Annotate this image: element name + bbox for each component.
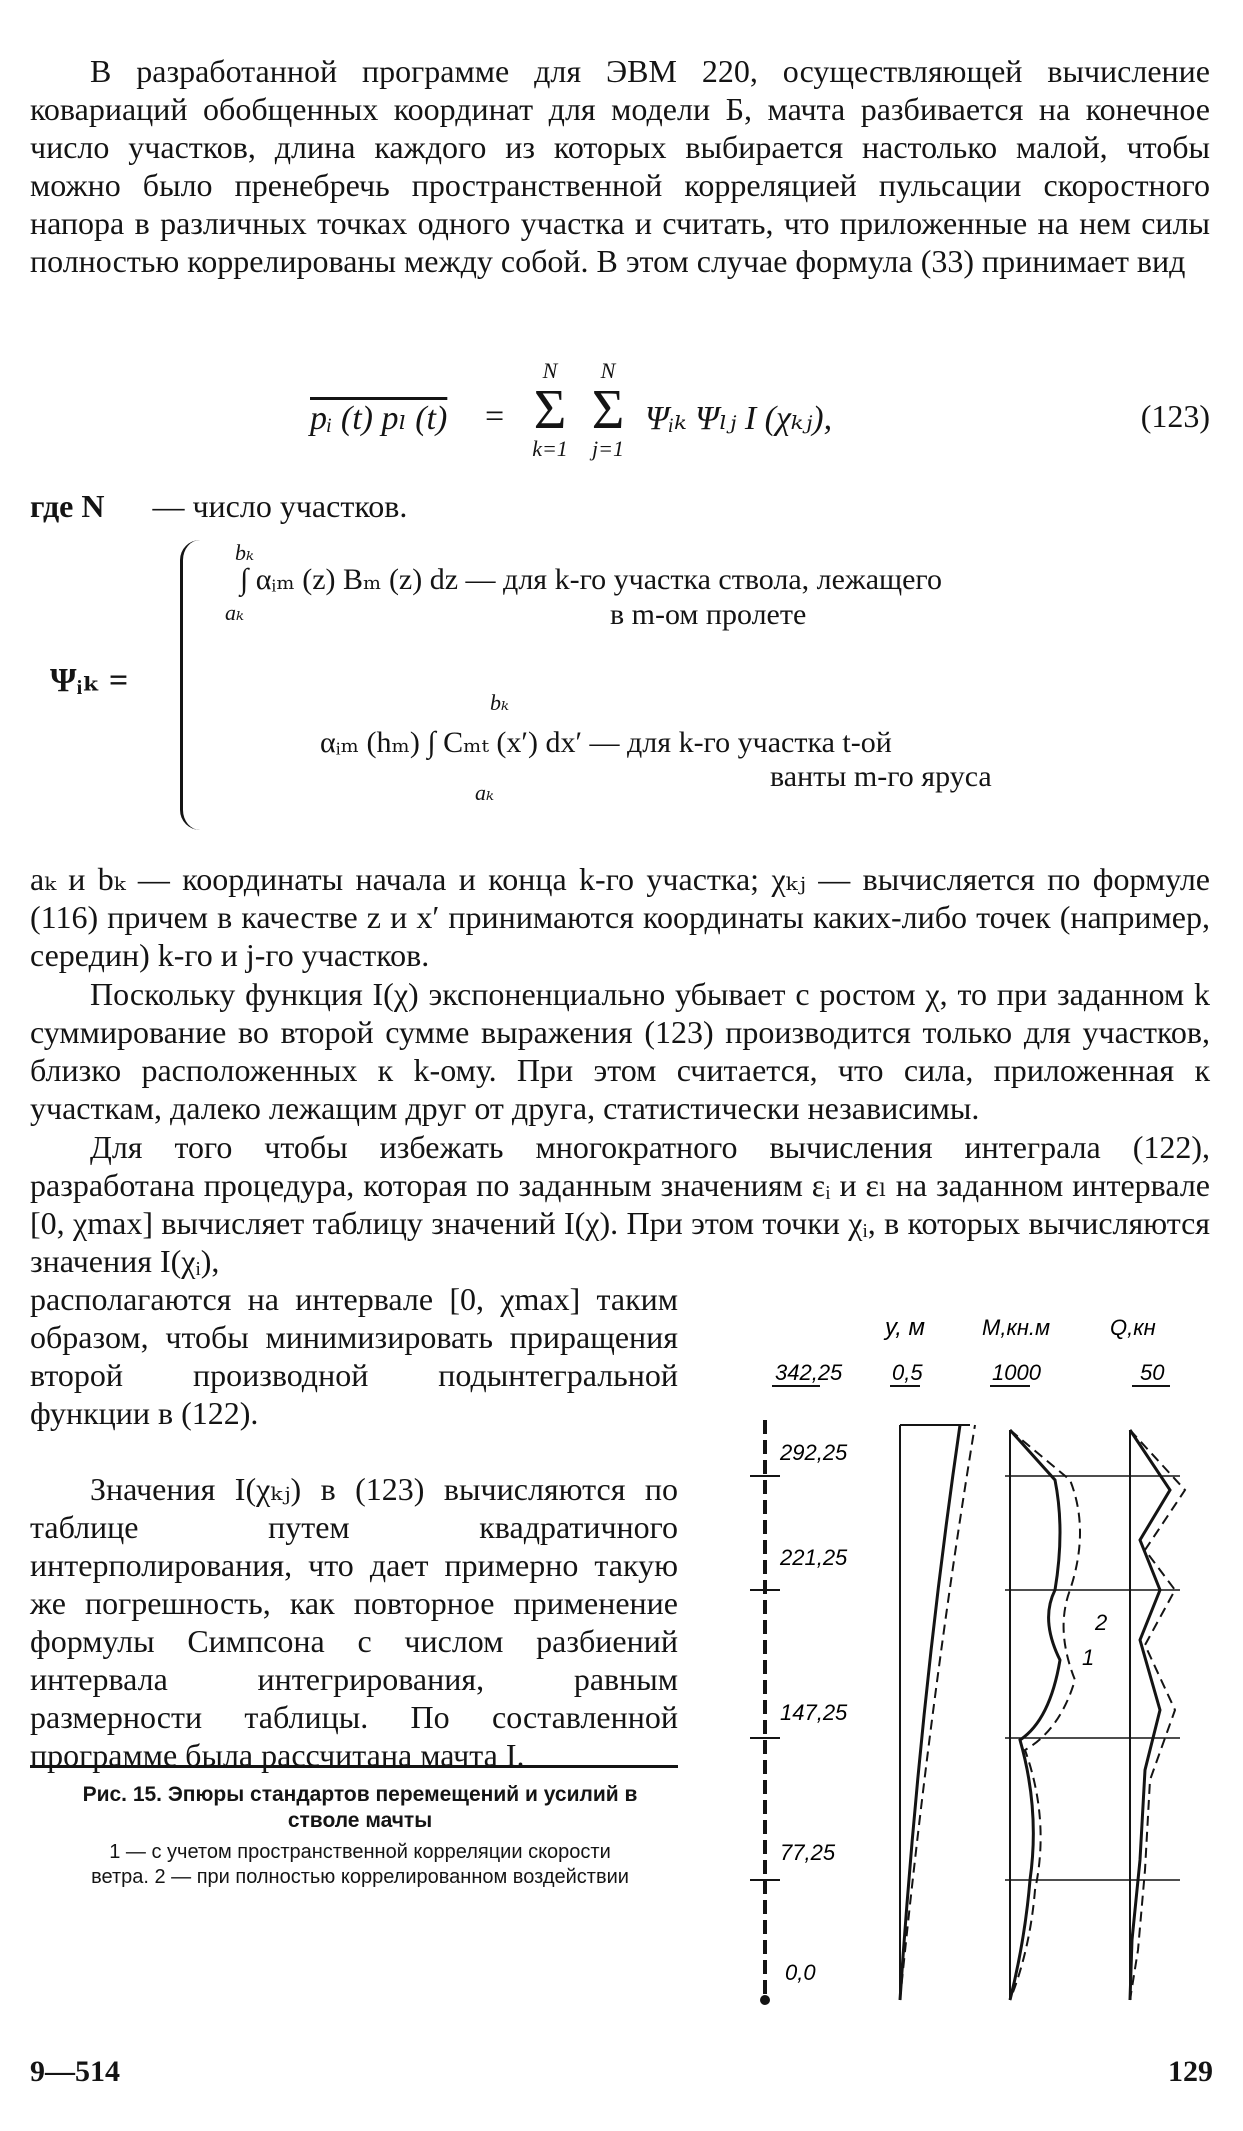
scale-y: 0,5 xyxy=(892,1360,923,1385)
figure-caption-body: 1 — с учетом пространственной корреляции скорости ветра. 2 — при полностью коррелированном воздействии xyxy=(91,1841,629,1888)
y-curve-2 xyxy=(900,1425,975,2000)
formula-123 xyxy=(310,360,1210,470)
case1-lower-limit: aₖ xyxy=(225,600,245,625)
m-curve-1 xyxy=(1010,1430,1060,2000)
level-0: 0,0 xyxy=(785,1960,816,1985)
where-clause xyxy=(30,488,407,525)
footer-signature: 9—514 xyxy=(30,2055,120,2088)
paragraph-intro: В разработанной программе для ЭВМ 220, осуществляющей вычисление ковариаций обобщенных координат для модели Б, мачта разбивается на конечное число участков, длина каждого из которых выбирается настолько малой, чтобы можно было пренебречь пространственной корреляцией пульсации скоростного напора в различных точках одного участка и считать, что приложенные на нем силы полностью коррелированы между собой. В этом случае формула (33) принимает вид xyxy=(30,53,1210,279)
sum-j: N Σ j=1 xyxy=(591,358,625,461)
q-curve-1 xyxy=(1130,1430,1170,2000)
level-292: 292,25 xyxy=(780,1440,848,1465)
paragraph-function-decay: Поскольку функция I(χ) экспоненциально убывает с ростом χ, то при заданном k суммирование во второй сумме выражения (123) производится только для участков, близко расположенных к k-ому. При этом считается, что сила, приложенная к участкам, далеко лежащим друг от друга, статистически независимы. xyxy=(30,976,1210,1126)
case2-lower-limit: aₖ xyxy=(475,780,495,805)
caption-rule xyxy=(30,1765,678,1768)
where-label: где N xyxy=(30,488,105,524)
level-221: 221,25 xyxy=(780,1545,848,1570)
scale-m: 1000 xyxy=(992,1360,1041,1385)
level-147: 147,25 xyxy=(780,1700,848,1725)
formula-lhs: pᵢ (t) pₗ (t) xyxy=(310,400,448,437)
m-curve-2 xyxy=(1010,1430,1080,2000)
case1-continuation: в m-ом пролете xyxy=(610,598,807,631)
paragraph-procedure-cont: располагаются на интервале [0, χmax] таким образом, чтобы минимизировать приращения второй производной подынтегральной функции в (122). xyxy=(30,1281,678,1431)
formula-equals: = xyxy=(485,398,505,435)
equation-number: (123) xyxy=(1140,398,1210,434)
curve-label-2: 2 xyxy=(1095,1610,1108,1635)
col-header-q: Q,кн xyxy=(1110,1315,1156,1340)
paragraph-interpolation: Значения I(χₖⱼ) в (123) вычисляются по таблице путем квадратичного интерполирования, что дает примерно такую же погрешность, как повторное применение формулы Симпсона с числом разбиений интервала интегрирования, равным размерности таблицы. По составленной программе была рассчитана мачта I. xyxy=(30,1471,678,1773)
case2-continuation: ванты m-го яруса xyxy=(770,760,992,793)
col-header-m: M,кн.м xyxy=(982,1315,1051,1340)
page-number: 129 xyxy=(1168,2055,1213,2088)
case1-expression: ∫ αᵢₘ (z) Bₘ (z) dz — для k-го участка ствола, лежащего xyxy=(240,563,942,596)
case2-upper-limit: bₖ xyxy=(490,690,510,715)
sum-k: N Σ k=1 xyxy=(532,358,568,461)
curve-label-1: 1 xyxy=(1082,1645,1095,1670)
case1-upper-limit: bₖ xyxy=(235,540,255,565)
level-77: 77,25 xyxy=(780,1840,836,1865)
guy-markers xyxy=(750,1476,780,1880)
psi-lhs: Ψᵢₖ = xyxy=(50,662,129,699)
paragraph-coordinates: aₖ и bₖ — координаты начала и конца k-го участка; χₖⱼ — вычисляется по формуле (116) причем в качестве z и x′ принимаются координаты каких-либо точек (например, середин) k-го и j-го участков. xyxy=(30,861,1210,973)
psi-definition xyxy=(30,540,1210,840)
piecewise-brace xyxy=(180,540,213,830)
paragraph-procedure: Для того чтобы избежать многократного вычисления интеграла (122), разработана процедура, которая по заданным значениям εᵢ и εₗ на заданном интервале [0, χmax] вычисляет таблицу значений I(χ). При этом точки χᵢ, в которых вычисляются значения I(χᵢ), xyxy=(30,1129,1210,1279)
formula-rhs: Ψᵢₖ Ψₗⱼ I (χₖⱼ), xyxy=(645,400,833,437)
col-header-y: y, м xyxy=(885,1314,926,1341)
mast-base xyxy=(760,1995,770,2005)
level-342: 342,25 xyxy=(775,1360,843,1385)
case2-expression: αᵢₘ (hₘ) ∫ Cₘₜ (x′) dx′ — для k-го участка t-ой xyxy=(320,726,892,759)
scale-q: 50 xyxy=(1140,1360,1165,1385)
figure-caption-title: Рис. 15. Эпюры стандартов перемещений и усилий в стволе мачты xyxy=(82,1783,638,1832)
where-text: — число участков. xyxy=(152,488,408,524)
figure-15-diagram xyxy=(720,1300,1220,2020)
